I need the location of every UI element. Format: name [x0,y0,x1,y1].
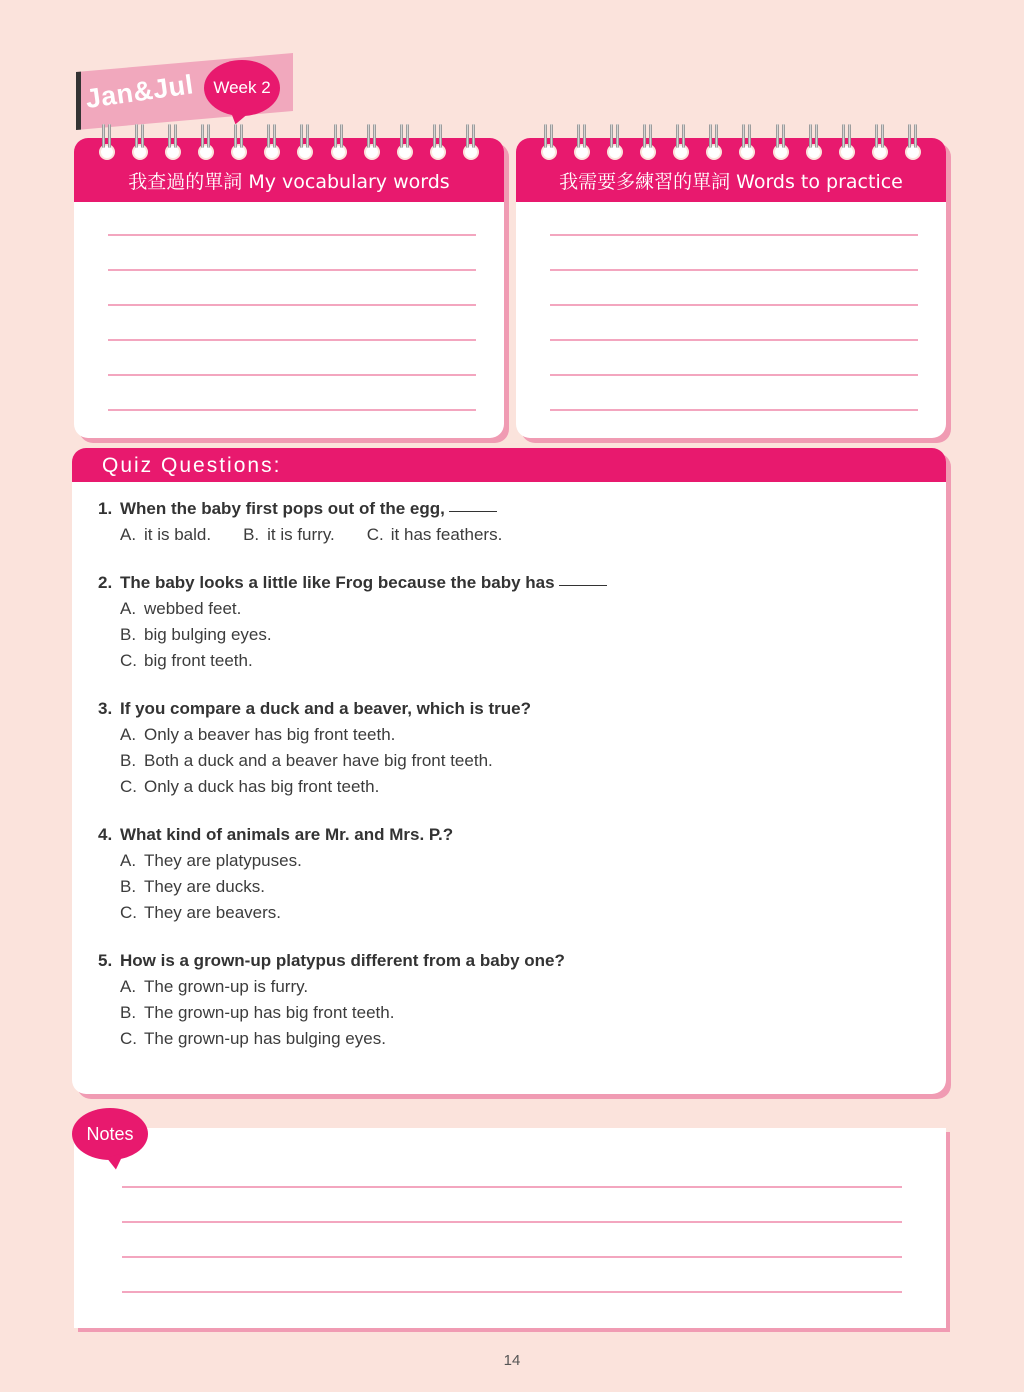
spiral-rings [98,124,480,160]
ring-binding-icon [805,124,823,160]
option-letter: A. [120,599,137,618]
answer-option[interactable] [98,874,926,900]
answer-option[interactable] [98,748,926,774]
quiz-question [98,696,926,800]
quiz-question [98,570,926,674]
ring-binding-icon [904,124,922,160]
ring-binding-icon [462,124,480,160]
question-label: The baby looks a little like Frog because the baby has [120,573,555,592]
answer-option[interactable] [98,774,926,800]
answer-option[interactable] [98,596,926,622]
vocabulary-card [74,138,504,438]
page-number: 14 [503,1352,521,1369]
option-text: webbed feet. [144,599,242,618]
ring-binding-icon [838,124,856,160]
ring-binding-icon [772,124,790,160]
question-label: If you compare a duck and a beaver, which is true? [120,699,531,718]
option-text: They are ducks. [144,877,265,896]
writing-line[interactable] [108,374,476,376]
option-text: it is furry. [267,525,335,544]
quiz-question [98,822,926,926]
question-number: 4. [98,825,113,844]
question-text [98,570,926,596]
option-letter: B. [120,625,137,644]
answer-blank[interactable] [449,511,497,512]
answer-option[interactable] [98,722,926,748]
option-letter: C. [120,651,137,670]
writing-line[interactable] [550,374,918,376]
option-letter: C. [120,777,137,796]
option-text: They are platypuses. [144,851,302,870]
question-number: 2. [98,573,113,592]
ring-binding-icon [363,124,381,160]
answer-option[interactable] [98,848,926,874]
quiz-question [98,948,926,1052]
ring-binding-icon [639,124,657,160]
question-label: What kind of animals are Mr. and Mrs. P.? [120,825,454,844]
quiz-title: Quiz Questions: [72,448,946,482]
writing-line[interactable] [108,234,476,236]
writing-line[interactable] [122,1256,902,1258]
writing-line[interactable] [550,269,918,271]
option-text: The grown-up is furry. [144,977,309,996]
ring-binding-icon [131,124,149,160]
practice-card-title: 我需要多練習的單詞 Words to practice [516,138,946,202]
writing-line[interactable] [108,269,476,271]
ring-binding-icon [540,124,558,160]
option-text: it is bald. [144,525,212,544]
option-text: Only a duck has big front teeth. [144,777,380,796]
notes-section [74,1128,946,1328]
month-tag-label: Jan&Jul [83,69,196,115]
notes-label: Notes [72,1108,148,1160]
writing-line[interactable] [108,409,476,411]
option-letter: B. [120,877,137,896]
option-letter: B. [120,1003,137,1022]
ring-binding-icon [606,124,624,160]
ring-binding-icon [296,124,314,160]
ring-binding-icon [871,124,889,160]
option-letter: A. [120,725,137,744]
option-letter: B. [243,525,260,544]
practice-writing-lines[interactable] [550,234,918,444]
question-text [98,948,926,974]
ring-binding-icon [98,124,116,160]
writing-line[interactable] [122,1221,902,1223]
question-text [98,496,926,522]
option-letter: B. [120,751,137,770]
option-text: it has feathers. [390,525,503,544]
option-letter: A. [120,851,137,870]
ring-binding-icon [164,124,182,160]
spiral-rings [540,124,922,160]
practice-card [516,138,946,438]
writing-line[interactable] [108,339,476,341]
answer-option[interactable] [98,648,926,674]
ring-binding-icon [573,124,591,160]
answer-option[interactable] [243,522,335,548]
ring-binding-icon [705,124,723,160]
quiz-section [72,448,946,1094]
vocabulary-card-title: 我查過的單詞 My vocabulary words [74,138,504,202]
option-letter: C. [120,903,137,922]
option-letter: C. [366,525,384,544]
ring-binding-icon [672,124,690,160]
answer-option[interactable] [98,1000,926,1026]
answer-blank[interactable] [559,585,607,586]
option-text: Only a beaver has big front teeth. [144,725,396,744]
ring-binding-icon [330,124,348,160]
answer-option[interactable] [98,974,926,1000]
quiz-questions [98,496,926,1074]
option-letter: C. [120,1029,137,1048]
answer-option[interactable] [120,522,211,548]
question-label: How is a grown-up platypus different from a baby one? [120,951,565,970]
question-number: 3. [98,699,113,718]
ring-binding-icon [738,124,756,160]
ring-binding-icon [230,124,248,160]
option-letter: A. [120,977,137,996]
answer-option[interactable] [367,522,503,548]
writing-line[interactable] [122,1186,902,1188]
option-text: Both a duck and a beaver have big front teeth. [144,751,493,770]
ring-binding-icon [396,124,414,160]
notes-writing-lines[interactable] [122,1186,902,1326]
writing-line[interactable] [122,1291,902,1293]
quiz-question [98,496,926,548]
week-bubble: Week 2 [204,60,280,116]
question-number: 1. [98,499,113,518]
writing-line[interactable] [550,234,918,236]
writing-line[interactable] [108,304,476,306]
ring-binding-icon [263,124,281,160]
vocabulary-writing-lines[interactable] [108,234,476,444]
option-letter: A. [120,525,137,544]
option-text: They are beavers. [144,903,282,922]
answer-option[interactable] [98,622,926,648]
question-number: 5. [98,951,113,970]
question-text [98,696,926,722]
option-text: The grown-up has bulging eyes. [144,1029,386,1048]
writing-line[interactable] [550,409,918,411]
ring-binding-icon [429,124,447,160]
answer-option[interactable] [98,900,926,926]
option-text: big front teeth. [144,651,253,670]
ring-binding-icon [197,124,215,160]
question-text [98,822,926,848]
option-text: big bulging eyes. [144,625,272,644]
writing-line[interactable] [550,339,918,341]
writing-line[interactable] [550,304,918,306]
question-label: When the baby first pops out of the egg, [120,499,445,518]
answer-option[interactable] [98,1026,926,1052]
option-text: The grown-up has big front teeth. [144,1003,395,1022]
